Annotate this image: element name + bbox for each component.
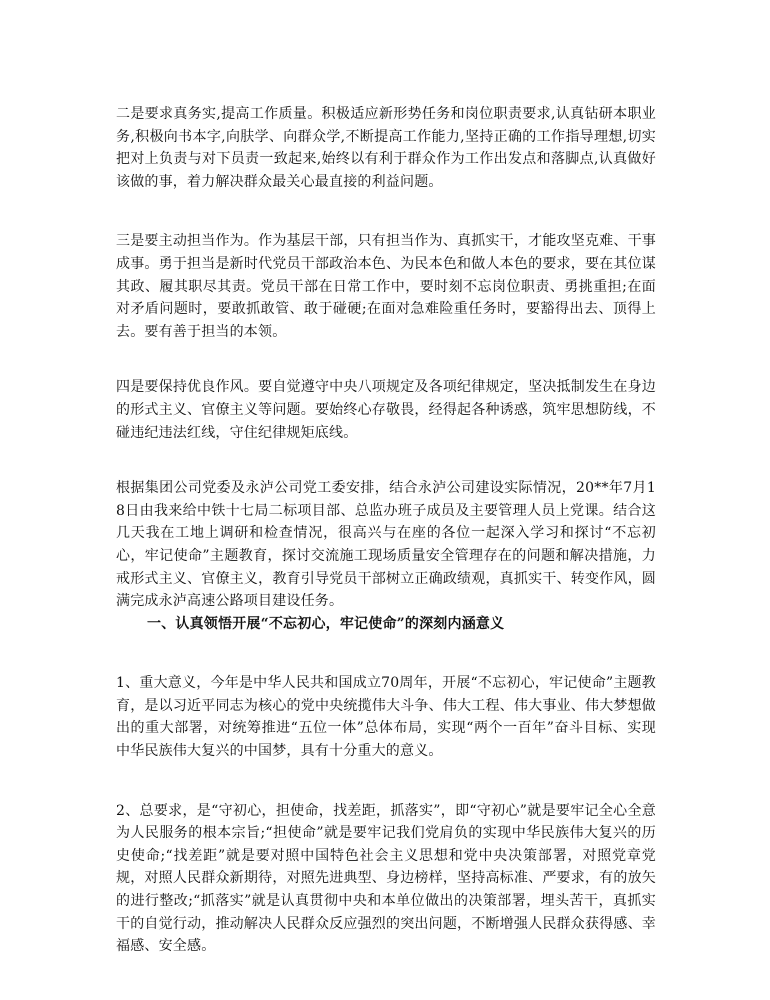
document-page: [116, 103, 656, 958]
paragraph-introduction: 根据集团公司党委及永泸公司党工委安排，结合永泸公司建设实际情况，20**年7月18日由我来给中铁十七局二标项目部、总监办班子成员及主要管理人员上党课。结合这几天我在工地上调研和检查情况，很高兴与在座的各位一起深入学习和探讨“不忘初心，牢记使命”主题教育，探讨交流施工现场质量安全管理存在的问题和解决措施，力戒形式主义、官僚主义，教育引导党员干部树立正确政绩观，真抓实干、转变作风，圆满完成永泸高速公路项目建设任务。: [116, 480, 656, 610]
paragraph-requirement-four: 四是要保持优良作风。要自觉遵守中央八项规定及各项纪律规定，坚决抵制发生在身边的形式主义、官僚主义等问题。要始终心存敬畏，经得起各种诱惑，筑牢思想防线，不碰违纪违法红线，守住纪律规矩底线。: [116, 379, 656, 441]
paragraph-significance: 1、重大意义，今年是中华人民共和国成立70周年，开展“不忘初心，牢记使命”主题教育，是以习近平同志为核心的党中央统揽伟大斗争、伟大工程、伟大事业、伟大梦想做出的重大部署，对统筹推进“五位一体”总体布局，实现“两个一百年”奋斗目标、实现中华民族伟大复兴的中国梦，具有十分重大的意义。: [116, 675, 656, 760]
section-heading-one: 一、认真领悟开展“不忘初心，牢记使命”的深刻内涵意义: [147, 615, 505, 632]
paragraph-requirement-two: 二是要求真务实,提高工作质量。积极适应新形势任务和岗位职责要求,认真钻研本职业务,积极向书本字,向肤学、向群众学,不断提高工作能力,坚持正确的工作指导理想,切实把对上负责与对下员责一致起来,始终以有利于群众作为工作出发点和落脚点,认真做好该做的事，着力解决群众最关心最直接的利益问题。: [116, 106, 656, 190]
paragraph-general-requirements: 2、总要求，是“守初心，担使命，找差距，抓落实”，即“守初心”就是要牢记全心全意为人民服务的根本宗旨;“担使命”就是要牢记我们党肩负的实现中华民族伟大复兴的历史使命;“找差距”就是要对照中国特色社会主义思想和党中央决策部署，对照党章党规，对照人民群众新期待，对照先进典型、身边榜样，坚持高标准、严要求，有的放矢的进行整改;“抓落实”就是认真贯彻中央和本单位做出的决策部署，埋头苦干，真抓实干的自觉行动，推动解决人民群众反应强烈的突出问题，不断增强人民群众获得感、幸福感、安全感。: [116, 802, 656, 955]
paragraph-requirement-three: 三是要主动担当作为。作为基层干部，只有担当作为、真抓实干，才能攻坚克难、干事成事。勇于担当是新时代党员干部政治本色、为民本色和做人本色的要求，要在其位谋其政、履其职尽其责。党员干部在日常工作中，要时刻不忘岗位职责、勇挑重担;在面对矛盾问题时，要敢抓敢管、敢于碰硬;在面对急难险重任务时，要豁得出去、顶得上去。要有善于担当的本领。: [116, 233, 656, 340]
